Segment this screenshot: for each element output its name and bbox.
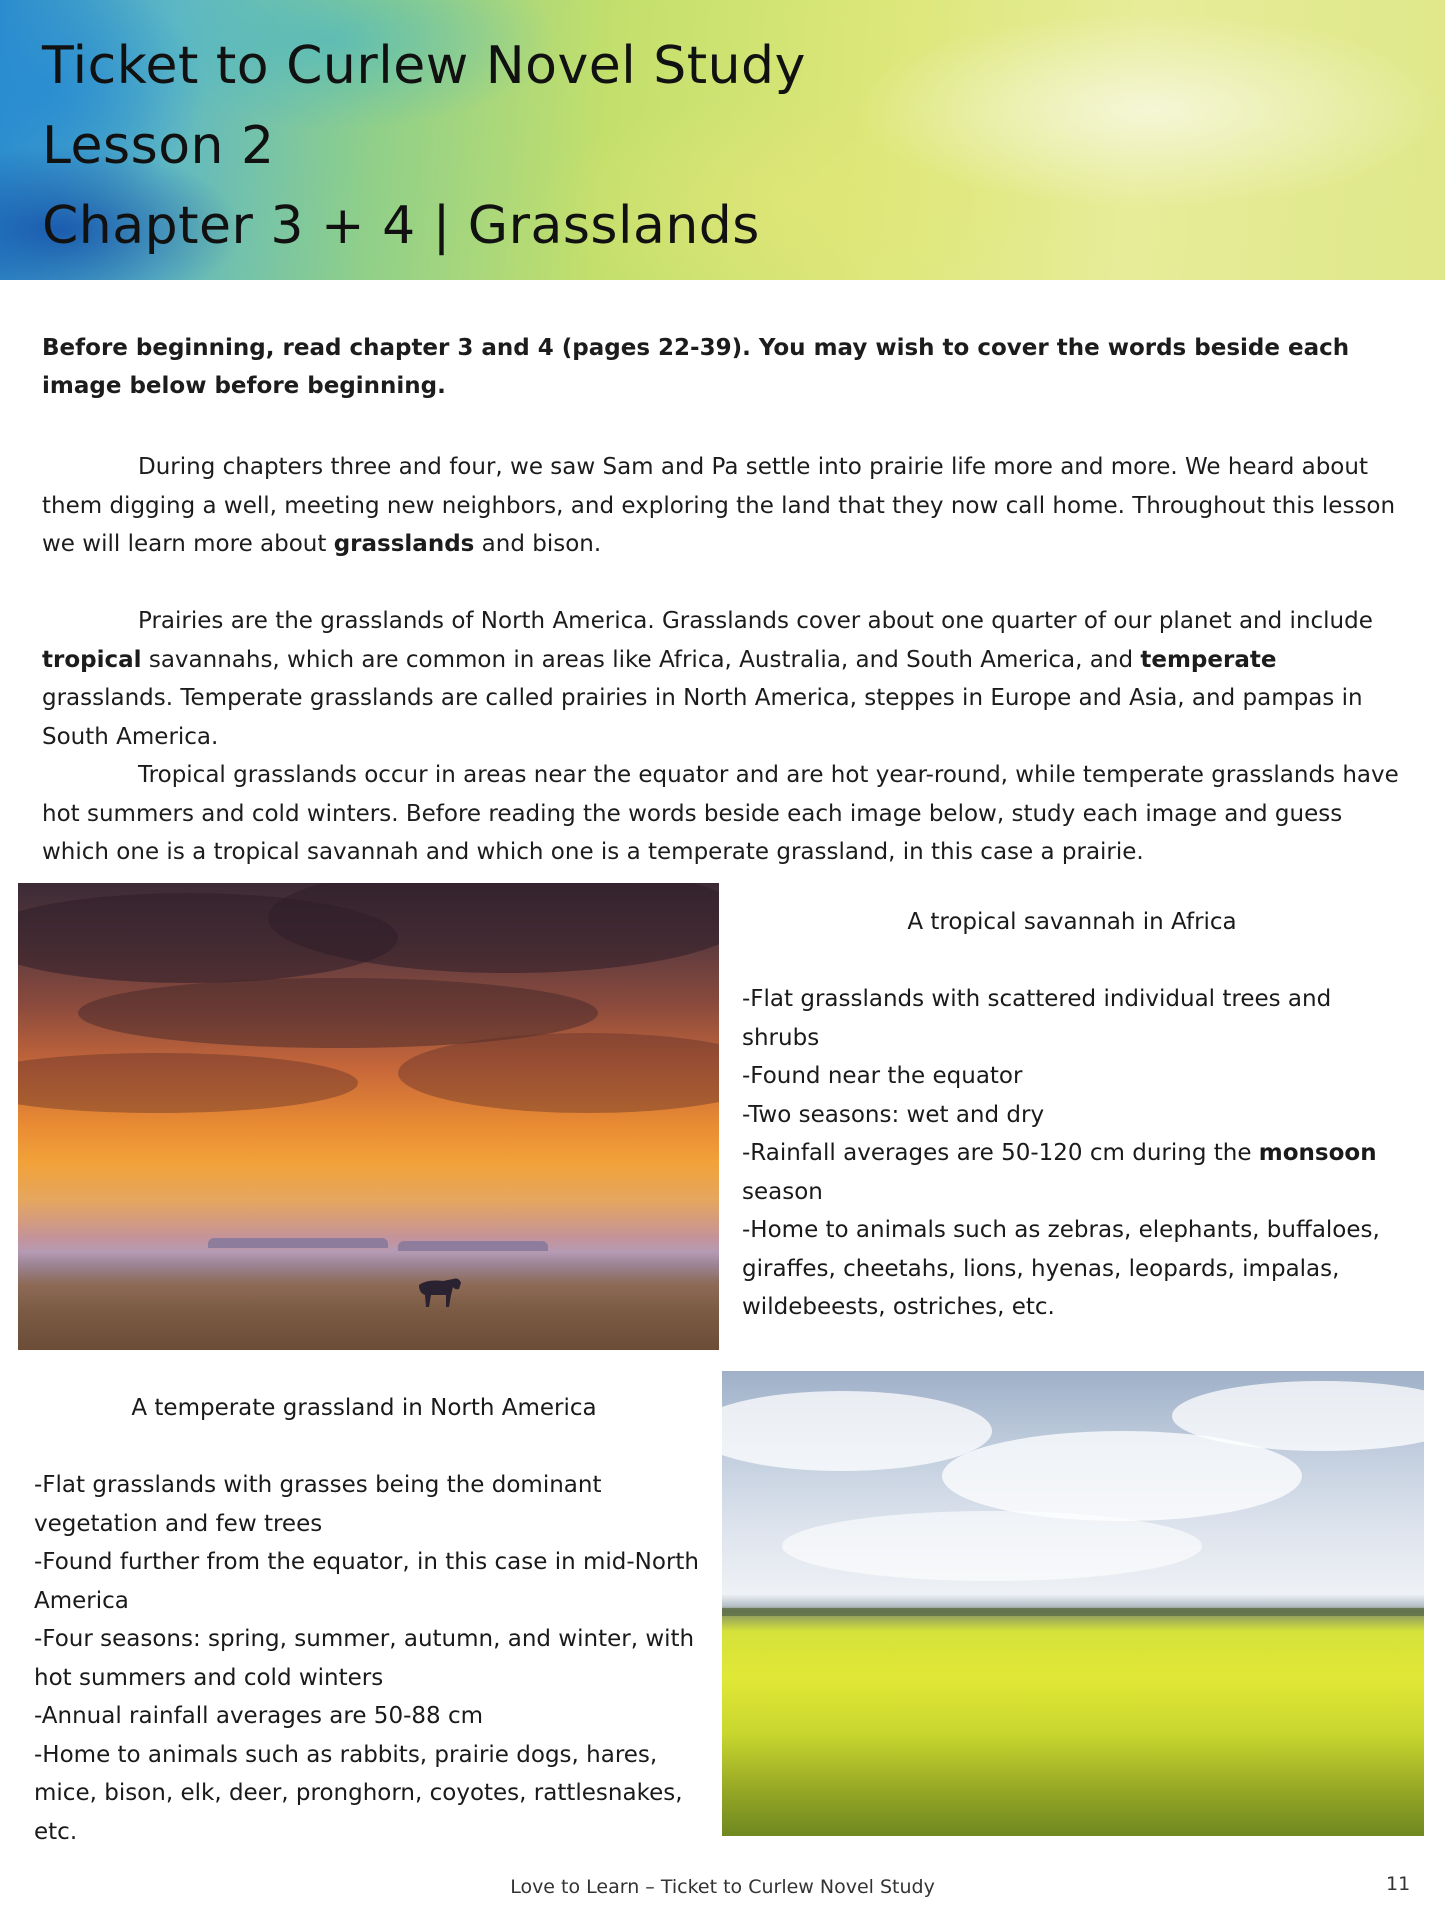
- temperate-fact-2: -Found further from the equator, in this case in mid-North America: [34, 1549, 700, 1614]
- page-number: 11: [1386, 1873, 1411, 1895]
- watercolor-header: [0, 0, 1445, 280]
- intro-paragraph-1: During chapters three and four, we saw Sam and Pa settle into prairie life more and more. We heard about them digging a well, meeting new neighbors, and exploring the land that they now call home. Throughout this lesson we will learn more about grasslands and bison.: [42, 454, 1396, 557]
- prairie-photo: [722, 1371, 1424, 1836]
- temperate-fact-1: -Flat grasslands with grasses being the dominant vegetation and few trees: [34, 1472, 602, 1537]
- term-tropical: tropical: [42, 646, 142, 673]
- temperate-fact-4: -Annual rainfall averages are 50-88 cm: [34, 1703, 484, 1729]
- temperate-fact-3: -Four seasons: spring, summer, autumn, and winter, with hot summers and cold winters: [34, 1626, 695, 1691]
- temperate-caption: [34, 1389, 714, 1851]
- lesson-label: Lesson 2: [42, 116, 275, 176]
- term-monsoon: monsoon: [1258, 1140, 1377, 1166]
- savannah-fact-5: -Home to animals such as zebras, elephants, buffaloes, giraffes, cheetahs, lions, hyenas, leopards, impalas, wildebeests, ostriches, etc.: [742, 1217, 1380, 1320]
- savannah-fact-1: -Flat grasslands with scattered individual trees and shrubs: [742, 986, 1332, 1051]
- savannah-fact-4: -Rainfall averages are 50-120 cm during the monsoon season: [742, 1140, 1377, 1205]
- footer-text: Love to Learn – Ticket to Curlew Novel Study: [510, 1876, 935, 1898]
- savannah-caption: [742, 903, 1402, 1327]
- intro-paragraph-2: Prairies are the grasslands of North America. Grasslands cover about one quarter of our planet and include tropical savannahs, which are common in areas like Africa, Australia, and South America, and temperate grasslands. Temperate grasslands are called prairies in North America, steppes in Europe and Asia, and pampas in South America.: [42, 608, 1373, 750]
- savannah-fact-3: -Two seasons: wet and dry: [742, 1101, 1045, 1128]
- savannah-caption-title: A tropical savannah in Africa: [907, 909, 1237, 935]
- term-grasslands: grasslands: [333, 531, 475, 557]
- treeline: [722, 1608, 1424, 1616]
- chapter-label: Chapter 3 + 4 | Grasslands: [42, 196, 760, 256]
- savannah-photo: [18, 883, 719, 1350]
- page-title: Ticket to Curlew Novel Study: [42, 36, 806, 96]
- intro-paragraph-3: Tropical grasslands occur in areas near the equator and are hot year-round, while temperate grasslands have hot summers and cold winters. Before reading the words beside each image below, study each image and guess which one is a tropical savannah and which one is a temperate grassland, in this case a prairie.: [42, 762, 1399, 865]
- term-temperate: temperate: [1140, 646, 1277, 673]
- temperate-fact-5: -Home to animals such as rabbits, prairie dogs, hares, mice, bison, elk, deer, pronghorn, coyotes, rattlesnakes, etc.: [34, 1741, 683, 1845]
- intro-lead: Before beginning, read chapter 3 and 4 (pages 22-39). You may wish to cover the words beside each image below before beginning.: [42, 335, 1350, 399]
- savannah-fact-2: -Found near the equator: [742, 1063, 1023, 1089]
- temperate-caption-title: A temperate grassland in North America: [131, 1395, 597, 1421]
- wildebeest-icon: [413, 1273, 463, 1309]
